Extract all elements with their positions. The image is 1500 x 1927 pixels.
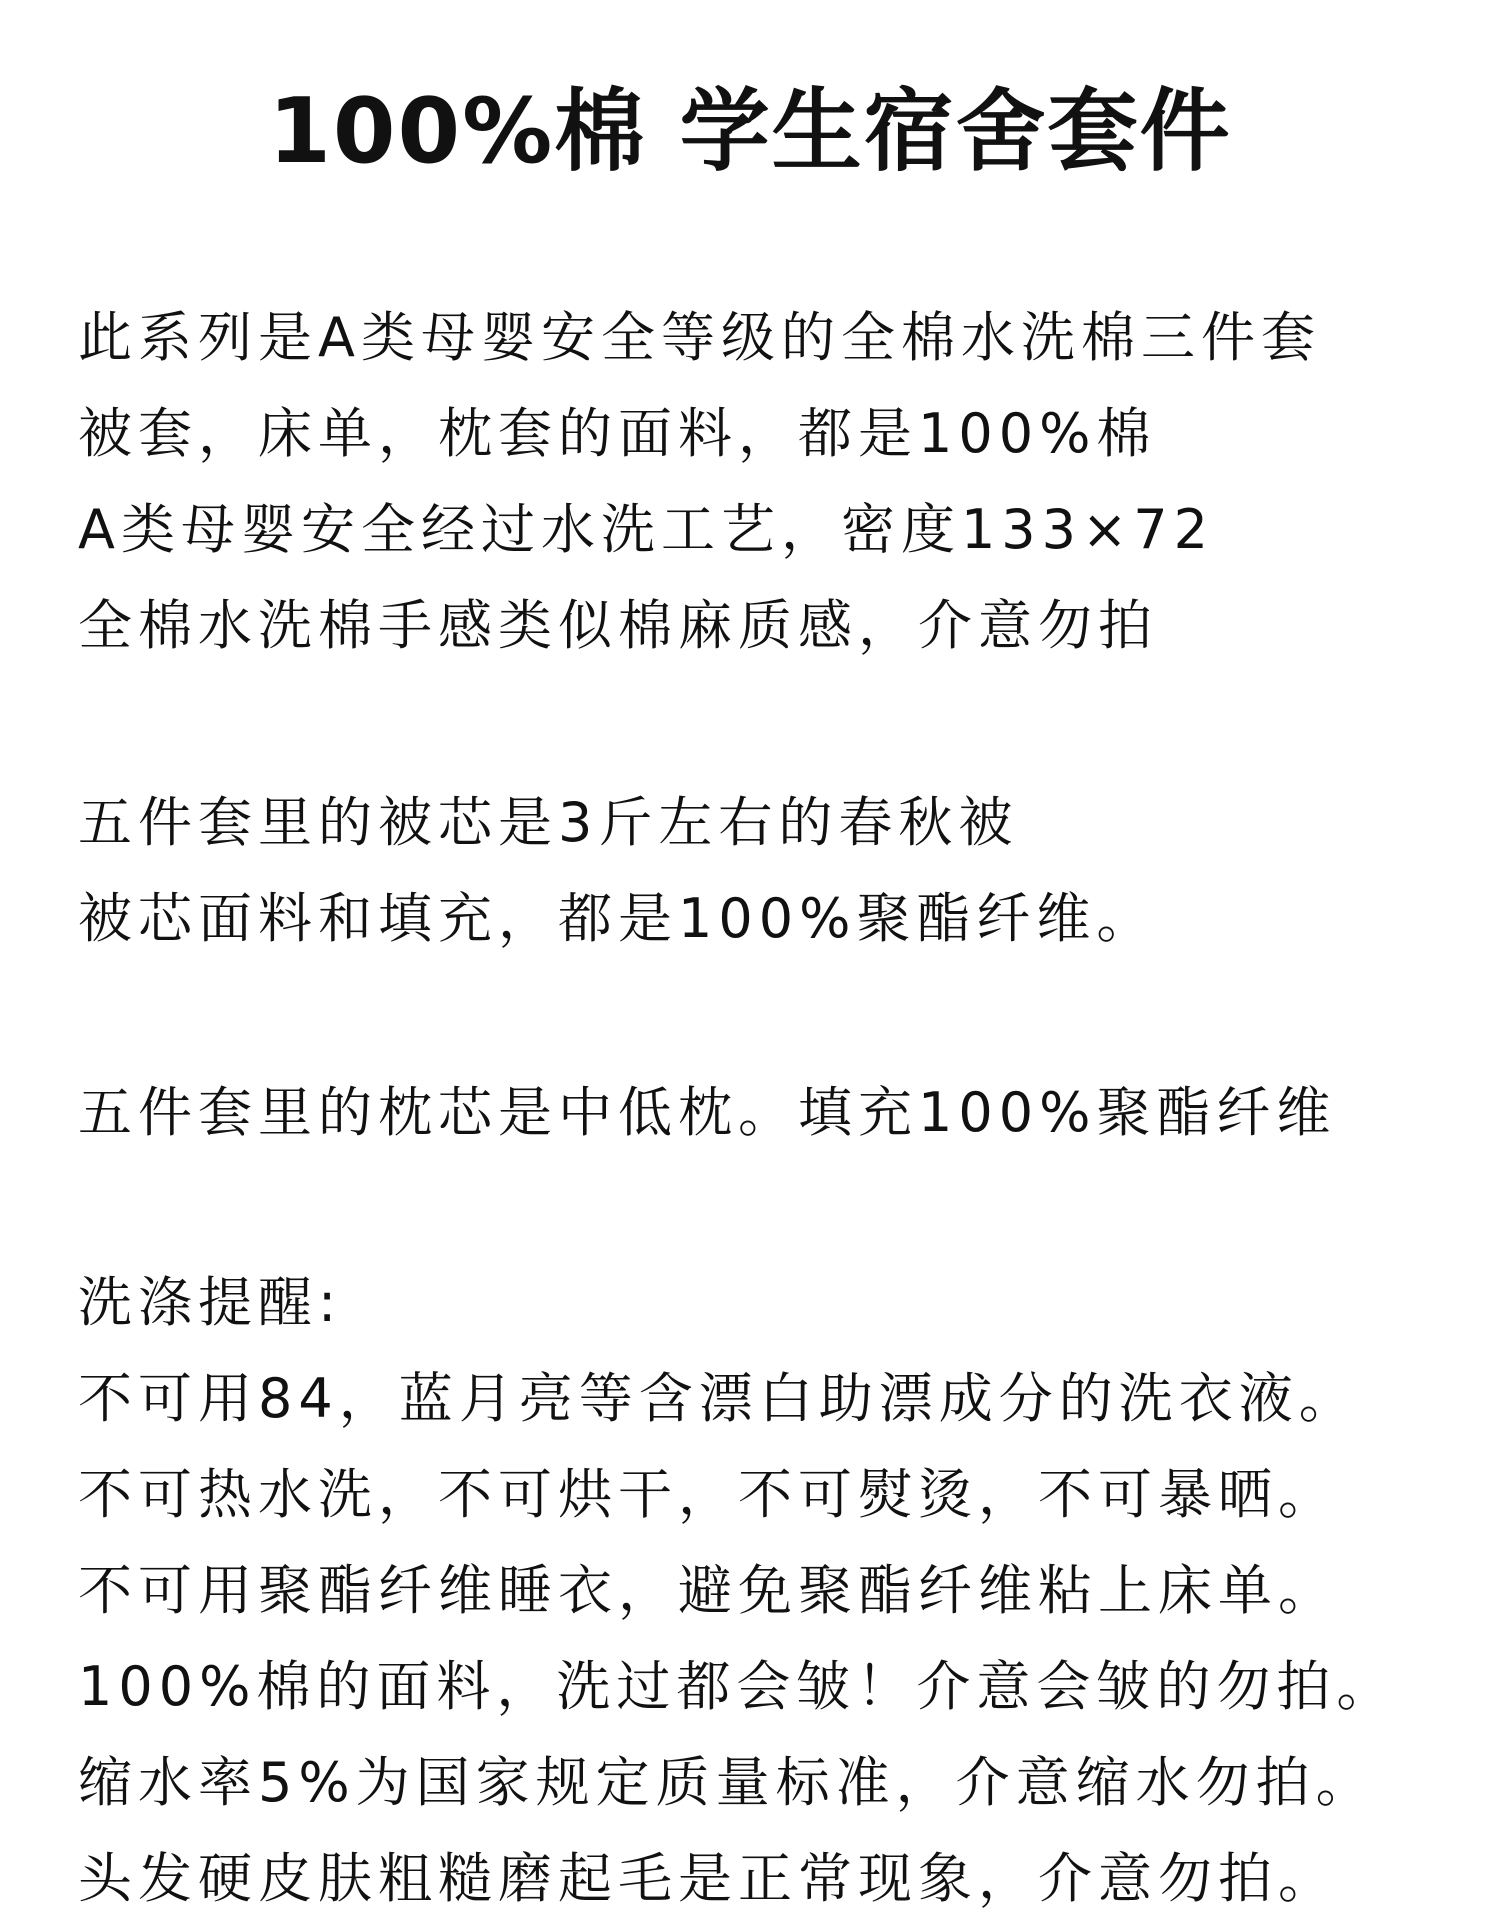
description-line: A类母婴安全经过水洗工艺，密度133×72	[78, 498, 1214, 561]
washing-line: 不可热水洗，不可烘干，不可熨烫，不可暴晒。	[78, 1463, 1338, 1526]
page-title: 100%棉 学生宿舍套件	[268, 79, 1232, 184]
washing-line: 不可用84，蓝月亮等含漂白助漂成分的洗衣液。	[78, 1367, 1359, 1430]
quilt-description	[78, 775, 1478, 967]
fabric-description	[78, 290, 1478, 674]
pillow-description	[78, 1065, 1478, 1161]
washing-line: 不可用聚酯纤维睡衣，避免聚酯纤维粘上床单。	[78, 1559, 1338, 1622]
washing-line: 100%棉的面料，洗过都会皱！介意会皱的勿拍。	[78, 1655, 1397, 1718]
description-line: 五件套里的被芯是3斤左右的春秋被	[78, 791, 1019, 854]
washing-line: 头发硬皮肤粗糙磨起毛是正常现象，介意勿拍。	[78, 1847, 1338, 1910]
description-line: 五件套里的枕芯是中低枕。填充100%聚酯纤维	[78, 1081, 1337, 1144]
washing-instructions	[78, 1255, 1478, 1927]
description-line: 全棉水洗棉手感类似棉麻质感，介意勿拍	[78, 594, 1158, 657]
description-line: 被套，床单，枕套的面料，都是100%棉	[78, 402, 1157, 465]
description-line: 此系列是A类母婴安全等级的全棉水洗棉三件套	[78, 306, 1321, 369]
description-line: 被芯面料和填充，都是100%聚酯纤维。	[78, 887, 1157, 950]
washing-line: 缩水率5%为国家规定质量标准，介意缩水勿拍。	[78, 1751, 1376, 1814]
washing-heading: 洗涤提醒:	[78, 1271, 343, 1334]
